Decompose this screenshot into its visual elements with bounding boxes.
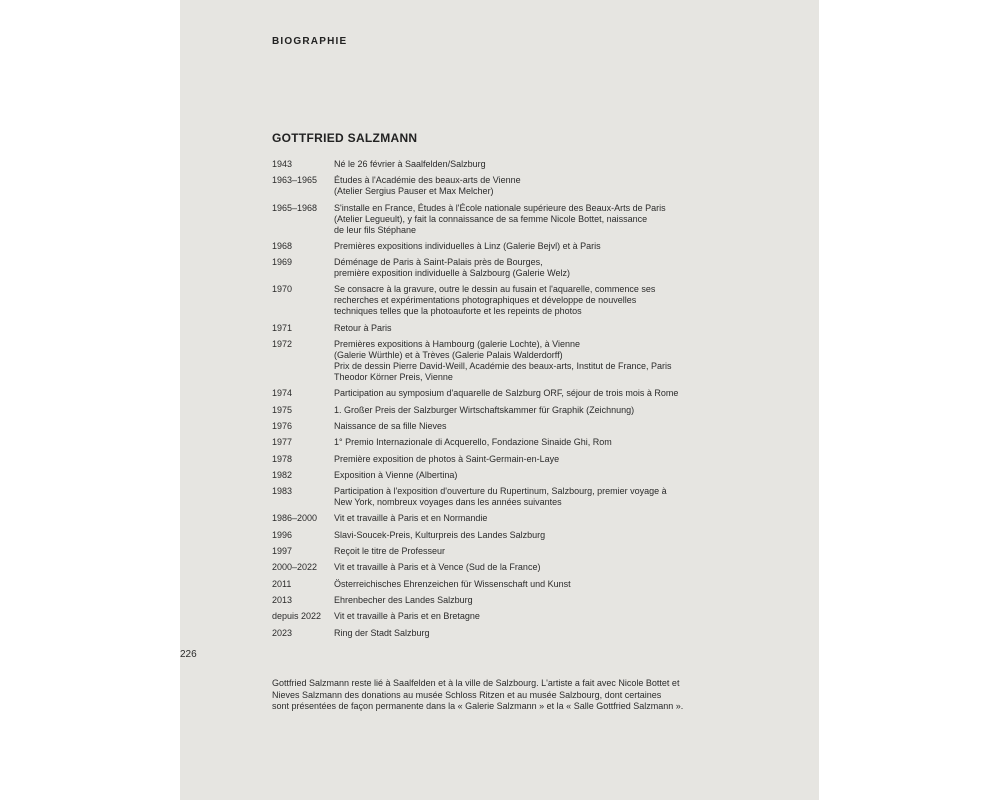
timeline-event: 1° Premio Internazionale di Acquerello, Fondazione Sinaide Ghi, Rom [334, 437, 612, 448]
timeline-row [272, 579, 742, 590]
document-page [180, 0, 819, 800]
timeline-year: 1968 [272, 240, 293, 251]
timeline-event: Participation au symposium d'aquarelle de Salzburg ORF, séjour de trois mois à Rome [334, 388, 679, 399]
timeline-row [272, 437, 742, 448]
section-label: BIOGRAPHIE [272, 36, 348, 47]
timeline-year: 1972 [272, 339, 293, 350]
timeline-event: Vit et travaille à Paris et en Normandie [334, 513, 488, 524]
timeline-row [272, 203, 742, 236]
timeline-event: Études à l'Académie des beaux-arts de Vienne (Atelier Sergius Pauser et Max Melcher) [334, 175, 521, 197]
timeline-year: 1997 [272, 546, 293, 557]
timeline-row [272, 257, 742, 279]
timeline-year: 1976 [272, 420, 293, 431]
timeline-event: Première exposition de photos à Saint-Germain-en-Laye [334, 453, 560, 464]
timeline-event: Ring der Stadt Salzburg [334, 627, 430, 638]
timeline-row [272, 611, 742, 622]
timeline-year: 1965–1968 [272, 202, 318, 213]
timeline-event: Se consacre à la gravure, outre le dessin au fusain et l'aquarelle, commence ses recherches et expérimentations photographiques et développe de nouvelles techniques telles que la photoauforte et les repeints de photos [334, 284, 656, 317]
timeline-row [272, 470, 742, 481]
timeline-year: 2013 [272, 594, 293, 605]
timeline-year: 1978 [272, 453, 293, 464]
timeline-event: Né le 26 février à Saalfelden/Salzburg [334, 159, 486, 169]
timeline-row [272, 241, 742, 252]
timeline-event: Vit et travaille à Paris et en Bretagne [334, 611, 480, 622]
page-number: 226 [180, 649, 197, 660]
timeline-year: 1971 [272, 322, 293, 333]
timeline-event: Reçoit le titre de Professeur [334, 546, 446, 557]
timeline-row [272, 405, 742, 416]
timeline-row [272, 513, 742, 524]
timeline-event: Slavi-Soucek-Preis, Kulturpreis des Landes Salzburg [334, 529, 546, 540]
timeline-event: Ehrenbecher des Landes Salzburg [334, 594, 473, 605]
timeline-event: Premières expositions individuelles à Linz (Galerie Bejvl) et à Paris [334, 240, 601, 251]
timeline-event: Vit et travaille à Paris et à Vence (Sud de la France) [334, 562, 541, 573]
timeline-event: Österreichisches Ehrenzeichen für Wissenschaft und Kunst [334, 578, 571, 589]
timeline-year: 2023 [272, 627, 293, 638]
timeline-year: 2011 [272, 578, 292, 589]
timeline-row [272, 284, 742, 317]
timeline-event: S'installe en France, Études à l'École nationale supérieure des Beaux-Arts de Paris (Atelier Legueult), y fait la connaissance de sa femme Nicole Bottet, naissance de leur fils Stéphane [334, 202, 666, 235]
timeline-row [272, 421, 742, 432]
timeline-row [272, 546, 742, 557]
timeline-year: 1975 [272, 404, 293, 415]
timeline-year: 1970 [272, 284, 293, 295]
timeline-year: 1969 [272, 257, 293, 268]
timeline-row [272, 339, 742, 383]
timeline-row [272, 388, 742, 399]
timeline-row [272, 486, 742, 508]
timeline-year: 1977 [272, 437, 293, 448]
timeline-year: 2000–2022 [272, 562, 318, 573]
timeline-year: depuis 2022 [272, 611, 322, 622]
timeline-year: 1983 [272, 486, 293, 497]
timeline-event: Naissance de sa fille Nieves [334, 420, 447, 431]
timeline-event: 1. Großer Preis der Salzburger Wirtschaftskammer für Graphik (Zeichnung) [334, 404, 635, 415]
timeline-year: 1982 [272, 469, 293, 480]
timeline-year: 1943 [272, 159, 293, 169]
closing-note: Gottfried Salzmann reste lié à Saalfelden et à la ville de Salzbourg. L'artiste a fait avec Nicole Bottet et Nieves Salzmann des donations au musée Schloss Ritzen et au musée Salzbourg, dont certaines sont présentées de façon permanente dans la « Galerie Salzmann » et la « Salle Gottfried Salzmann ». [272, 678, 684, 711]
timeline-row [272, 323, 742, 334]
timeline-row [272, 595, 742, 606]
timeline-row [272, 175, 742, 197]
timeline-year: 1963–1965 [272, 175, 318, 186]
timeline-row [272, 159, 742, 170]
timeline-year: 1986–2000 [272, 513, 318, 524]
timeline-event: Retour à Paris [334, 322, 392, 333]
timeline-event: Participation à l'exposition d'ouverture du Rupertinum, Salzbourg, premier voyage à New York, nombreux voyages dans les années suivantes [334, 486, 667, 508]
timeline-event: Déménage de Paris à Saint-Palais près de Bourges, première exposition individuelle à Salzbourg (Galerie Welz) [334, 257, 570, 279]
timeline-row [272, 530, 742, 541]
biography-timeline [272, 159, 742, 644]
timeline-year: 1974 [272, 388, 293, 399]
timeline-row [272, 454, 742, 465]
timeline-year: 1996 [272, 529, 293, 540]
artist-name-heading: GOTTFRIED SALZMANN [272, 131, 418, 145]
timeline-row [272, 562, 742, 573]
timeline-event: Premières expositions à Hambourg (galerie Lochte), à Vienne (Galerie Würthle) et à Trèves (Galerie Palais Walderdorff) Prix de dessin Pierre David-Weill, Académie des beaux-arts, Institut de France, Paris Theodor Körner Preis, Vienne [334, 339, 672, 383]
timeline-row [272, 628, 742, 639]
timeline-event: Exposition à Vienne (Albertina) [334, 469, 458, 480]
